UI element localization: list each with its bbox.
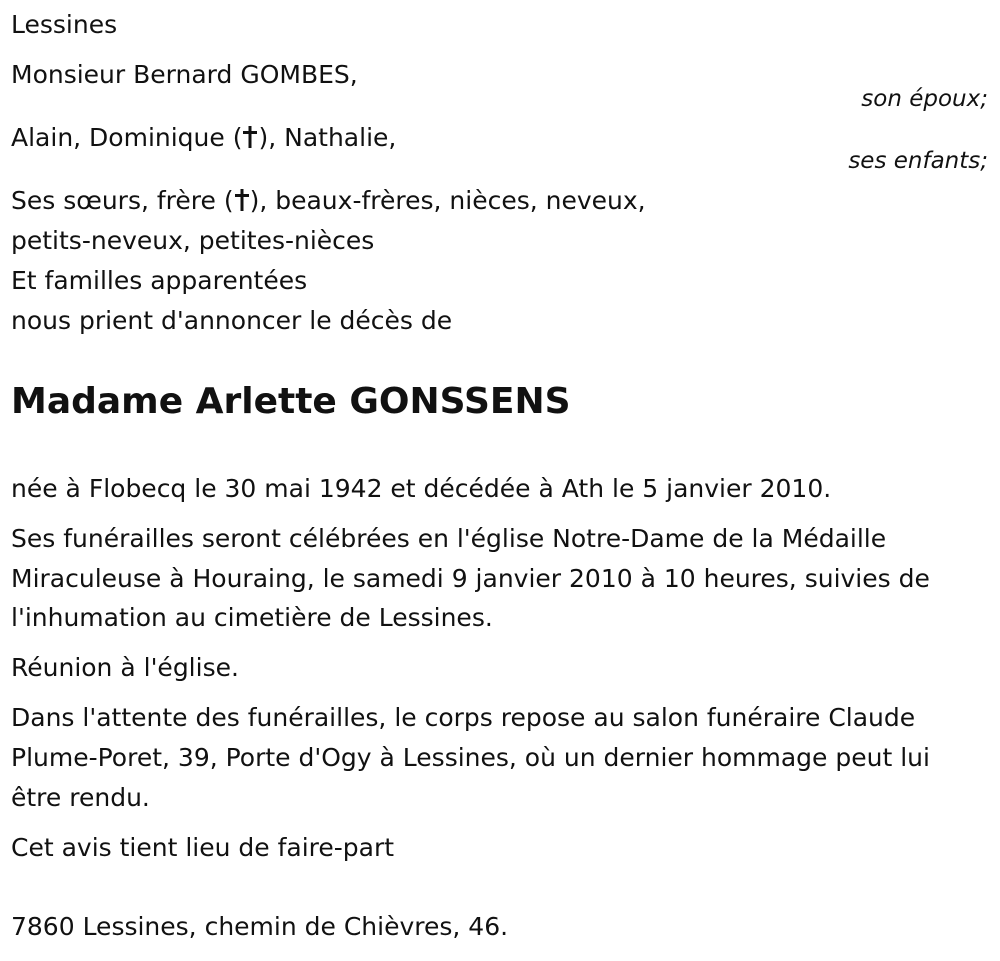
children-before-cross: Alain, Dominique ( <box>11 123 243 152</box>
children-after-cross: ), Nathalie, <box>258 123 397 152</box>
funeral-line-3: l'inhumation au cimetière de Lessines. <box>11 603 493 632</box>
spouse-name: Monsieur Bernard GOMBES, <box>11 60 358 89</box>
funeral-line-1: Ses funérailles seront célébrées en l'église Notre-Dame de la Médaille <box>11 524 887 553</box>
header-city: Lessines <box>11 10 118 39</box>
grand-relatives: petits-neveux, petites-nièces <box>11 226 375 255</box>
deceased-name: Madame Arlette GONSSENS <box>11 381 571 422</box>
announce-text: nous prient d'annoncer le décès de <box>11 306 453 335</box>
siblings-after-cross: ), beaux-frères, nièces, neveux, <box>249 186 646 215</box>
related-families: Et familles apparentées <box>11 266 308 295</box>
siblings-before-cross: Ses sœurs, frère ( <box>11 186 234 215</box>
funeral-line-2: Miraculeuse à Houraing, le samedi 9 janvier 2010 à 10 heures, suivies de <box>11 564 930 593</box>
notice-text: Cet avis tient lieu de faire-part <box>11 833 395 862</box>
rest-line-1: Dans l'attente des funérailles, le corps repose au salon funéraire Claude <box>11 703 916 732</box>
birth-death-text: née à Flobecq le 30 mai 1942 et décédée à Ath le 5 janvier 2010. <box>11 474 832 503</box>
siblings-line <box>11 186 646 216</box>
rest-line-3: être rendu. <box>11 783 150 812</box>
cross-icon <box>242 125 258 149</box>
children-role: ses enfants; <box>848 148 988 174</box>
spouse-role: son époux; <box>861 86 988 112</box>
address-text: 7860 Lessines, chemin de Chièvres, 46. <box>11 912 509 941</box>
meeting-text: Réunion à l'église. <box>11 653 239 682</box>
cross-icon <box>234 188 250 212</box>
rest-line-2: Plume-Poret, 39, Porte d'Ogy à Lessines, où un dernier hommage peut lui <box>11 743 930 772</box>
children-line <box>11 123 396 153</box>
